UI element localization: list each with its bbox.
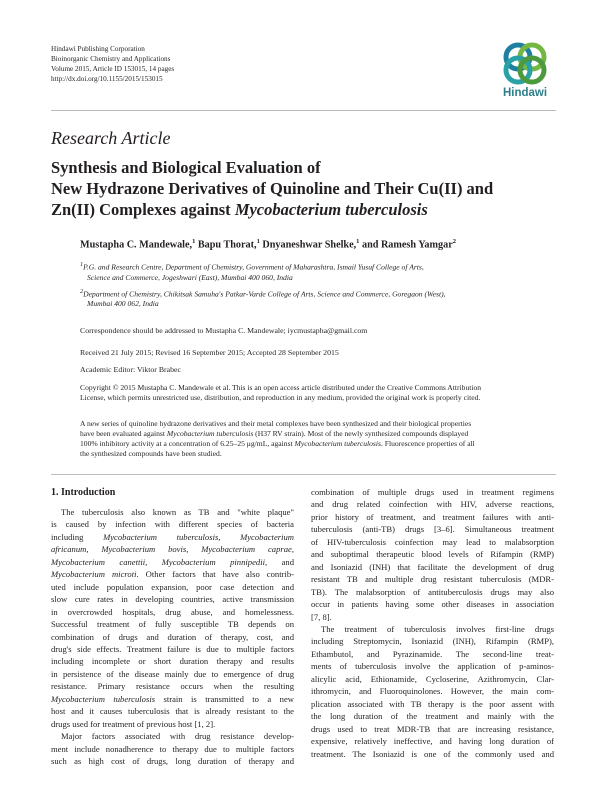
author-4: and Ramesh Yamgar <box>359 239 453 251</box>
copyright-notice: Copyright © 2015 Mustapha C. Mandewale et al. This is an open access article distributed under the Creative Commons Attribution License, which permits unrestricted use, distribution, and reproduction in any medium, provided the original work is properly cited. <box>80 383 482 402</box>
author-1: Mustapha C. Mandewale, <box>80 239 193 251</box>
journal-name: Bioinorganic Chemistry and Applications <box>51 55 171 63</box>
left-column: The tuberculosis also known as TB and "white plaque" is caused by infection with different species of bacteria including Mycobacterium tuberculosis, Mycobacterium africanum, Mycobacterium bovis, Mycobacterium caprae, Mycobacterium canettii, Mycobacterium pinnipedii, and Mycobacterium microti. Other factors that have also contrib- uted include population expansion, poor case detection and slow cure rates in developing countries, active transmission in overcrowded hospitals, drug abuse, and homelessness. Successful treatment of fully susceptible TB depends on combination of drugs and duration of therapy, cost, and drug's side effects. Treatment failure is due to multiple factors including incomplete or short duration therapy and results in persistence of the disease mainly due to emergence of drug resistance. Primary resistance occurs when the resulting Mycobacterium tuberculosis strain is transmitted to a new host and it causes tuberculosis that is already resistant to the drugs used for treatment of previous host [1, 2]. Major factors associated with drug resistance develop- ment include nonadherence to therapy due to multiple factors such as high cost of drugs, long duration of therapy and <box>51 507 294 767</box>
header-divider <box>51 110 556 111</box>
doi-link[interactable]: http://dx.doi.org/10.1155/2015/153015 <box>51 75 163 83</box>
title-line-2: New Hydrazone Derivatives of Quinoline and Their Cu(II) and <box>51 179 494 198</box>
article-title <box>51 157 571 220</box>
section-heading: 1. Introduction <box>51 487 116 498</box>
abstract-divider <box>51 474 556 475</box>
abstract: A new series of quinoline hydrazone derivatives and their metal complexes have been synthesized and their biological properties have been evaluated against Mycobacterium tuberculosis (H37 RV strain). Most of the newly synthesized compounds displayed 100% inhibitory activity at a concentration of 6.25–25 μg/mL, against Mycobacterium tuberculosis. Fluorescence properties of all the synthesized compounds have been studied. <box>80 419 475 458</box>
volume-info: Volume 2015, Article ID 153015, 14 pages <box>51 65 175 73</box>
publisher-name: Hindawi Publishing Corporation <box>51 45 145 53</box>
logo-wordmark: Hindawi <box>502 87 548 99</box>
right-column: combination of multiple drugs used in treatment regimens and drug related coinfection with HIV, adverse reactions, prior history of treatment, and treatment failures with anti- tuberculosis (anti-TB) drugs [3–6]. Simultaneous treatment of HIV-tuberculosis coinfection may lead to malabsorption and suboptimal therapeutic blood levels of Rifampin (RMP) and Isoniazid (INH) that facilitate the development of drug resistant TB and multiple drug resistant tuberculosis (MDR- TB). The malabsorption of antituberculosis drugs may also occur in patients having some other diseases in association [7, 8]. The treatment of tuberculosis involves first-line drugs including Streptomycin, Isoniazid (INH), Rifampin (RMP), Ethambutol, and Pyrazinamide. The second-line treat- ments of tuberculosis involve the application of p-aminos- alicylic acid, Ethionamide, Cycloserine, Azithromycin, Clar- ithromycin, and Fluoroquinolones. However, the main com- plication associated with TB therapy is the poor assent with the long duration of the treatment and mainly with the drugs used to treat MDR-TB that are increasing resistance, expensive, relatively ineffective, and having long duration of treatment. The Isoniazid is one of the commonly used and <box>311 487 554 759</box>
hindawi-logo-icon <box>501 40 549 86</box>
academic-editor: Academic Editor: Viktor Brabec <box>80 365 181 374</box>
correspondence: Correspondence should be addressed to Mustapha C. Mandewale; iycmustapha@gmail.com <box>80 326 368 335</box>
author-list: Mustapha C. Mandewale,$^1$ Bapu Thorat,$^1$ Dnyaneshwar Shelke,$^1$ and Ramesh Yamgar$^2$ <box>80 238 456 251</box>
author-3: Dnyaneshwar Shelke, <box>259 239 357 251</box>
affiliations: $^1$P.G. and Research Centre, Department of Chemistry, Government of Maharashtra, Ismail Yusuf College of Arts, Science and Commerce, Jogeshwari (East), Mumbai 400 060, India $^2$Department of Chemistry, Chikitsak Samuha's Patkar-Varde College of Arts, Science and Commerce, Goregaon (West), Mumbai 400 062, India <box>80 260 550 309</box>
hindawi-logo[interactable] <box>494 40 556 106</box>
title-line-3: Zn(II) Complexes against Mycobacterium tuberculosis <box>51 200 428 219</box>
journal-header <box>51 44 174 84</box>
affiliation-1: $^1$P.G. and Research Centre, Department of Chemistry, Government of Maharashtra, Ismail Yusuf College of Arts, <box>80 261 424 272</box>
title-line-1: Synthesis and Biological Evaluation of <box>51 158 321 177</box>
author-2: Bapu Thorat, <box>195 239 257 251</box>
affiliation-2: $^2$Department of Chemistry, Chikitsak Samuha's Patkar-Varde College of Arts, Science and Commerce, Goregaon (West), <box>80 287 446 299</box>
dates: Received 21 July 2015; Revised 16 September 2015; Accepted 28 September 2015 <box>80 348 339 357</box>
article-type: Research Article <box>51 128 171 148</box>
